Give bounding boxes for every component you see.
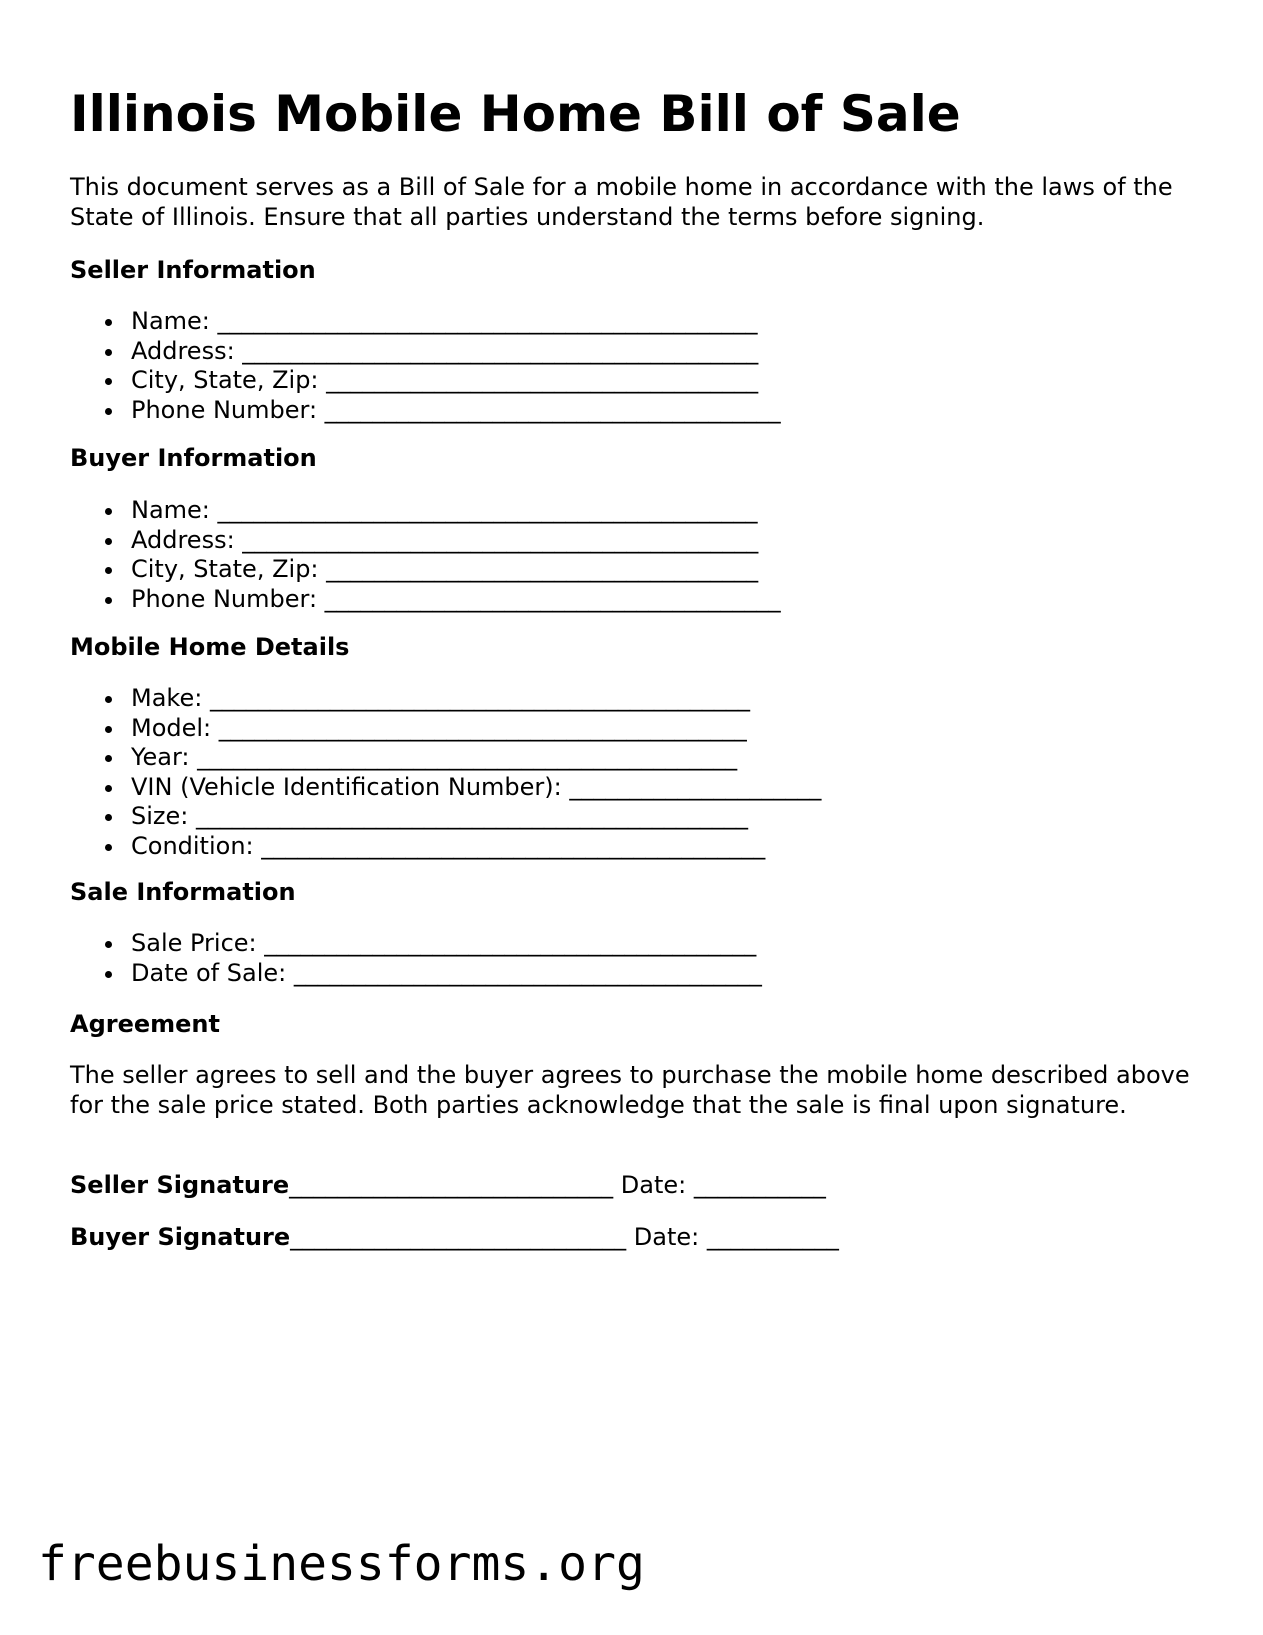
buyer-signature-line	[70, 1223, 839, 1252]
sale-info-heading: Sale Information	[70, 878, 296, 906]
site-watermark: freebusinessforms.org	[38, 1536, 645, 1592]
seller-signature-label: Seller Signature	[70, 1171, 290, 1199]
buyer-field-list	[70, 496, 781, 614]
sale-date-field[interactable]: Date of Sale: _______________________________________	[70, 959, 762, 989]
home-model-field[interactable]: Model: ____________________________________________	[70, 714, 821, 744]
buyer-name-field[interactable]: Name: _____________________________________________	[70, 496, 781, 526]
buyer-info-heading: Buyer Information	[70, 444, 317, 472]
mobile-home-field-list	[70, 684, 821, 861]
sale-price-field[interactable]: Sale Price: _________________________________________	[70, 929, 762, 959]
buyer-city-state-zip-field[interactable]: City, State, Zip: ____________________________________	[70, 555, 781, 585]
seller-phone-field[interactable]: Phone Number: ______________________________________	[70, 396, 781, 426]
home-vin-field[interactable]: VIN (Vehicle Identification Number): _____________________	[70, 773, 821, 803]
seller-signature-line	[70, 1171, 826, 1200]
agreement-heading: Agreement	[70, 1010, 220, 1038]
seller-info-heading: Seller Information	[70, 256, 316, 284]
buyer-signature-blank[interactable]: ____________________________ Date: ___________	[290, 1223, 839, 1251]
seller-signature-blank[interactable]: ___________________________ Date: ___________	[289, 1171, 826, 1199]
sale-field-list	[70, 929, 762, 988]
home-condition-field[interactable]: Condition: __________________________________________	[70, 832, 821, 862]
seller-address-field[interactable]: Address: ___________________________________________	[70, 337, 781, 367]
page-title: Illinois Mobile Home Bill of Sale	[70, 85, 961, 143]
mobile-home-details-heading: Mobile Home Details	[70, 633, 350, 661]
agreement-paragraph: The seller agrees to sell and the buyer agrees to purchase the mobile home described above for the sale price stated. Both parties acknowledge that the sale is final upon signature.	[70, 1061, 1190, 1119]
seller-city-state-zip-field[interactable]: City, State, Zip: ____________________________________	[70, 366, 781, 396]
buyer-signature-label: Buyer Signature	[70, 1223, 291, 1251]
home-size-field[interactable]: Size: ______________________________________________	[70, 802, 821, 832]
home-make-field[interactable]: Make: _____________________________________________	[70, 684, 821, 714]
buyer-address-field[interactable]: Address: ___________________________________________	[70, 526, 781, 556]
intro-paragraph: This document serves as a Bill of Sale for a mobile home in accordance with the laws of the State of Illinois. Ensure that all parties understand the terms before signing.	[70, 173, 1173, 231]
buyer-phone-field[interactable]: Phone Number: ______________________________________	[70, 585, 781, 615]
seller-name-field[interactable]: Name: _____________________________________________	[70, 307, 781, 337]
home-year-field[interactable]: Year: _____________________________________________	[70, 743, 821, 773]
seller-field-list	[70, 307, 781, 425]
